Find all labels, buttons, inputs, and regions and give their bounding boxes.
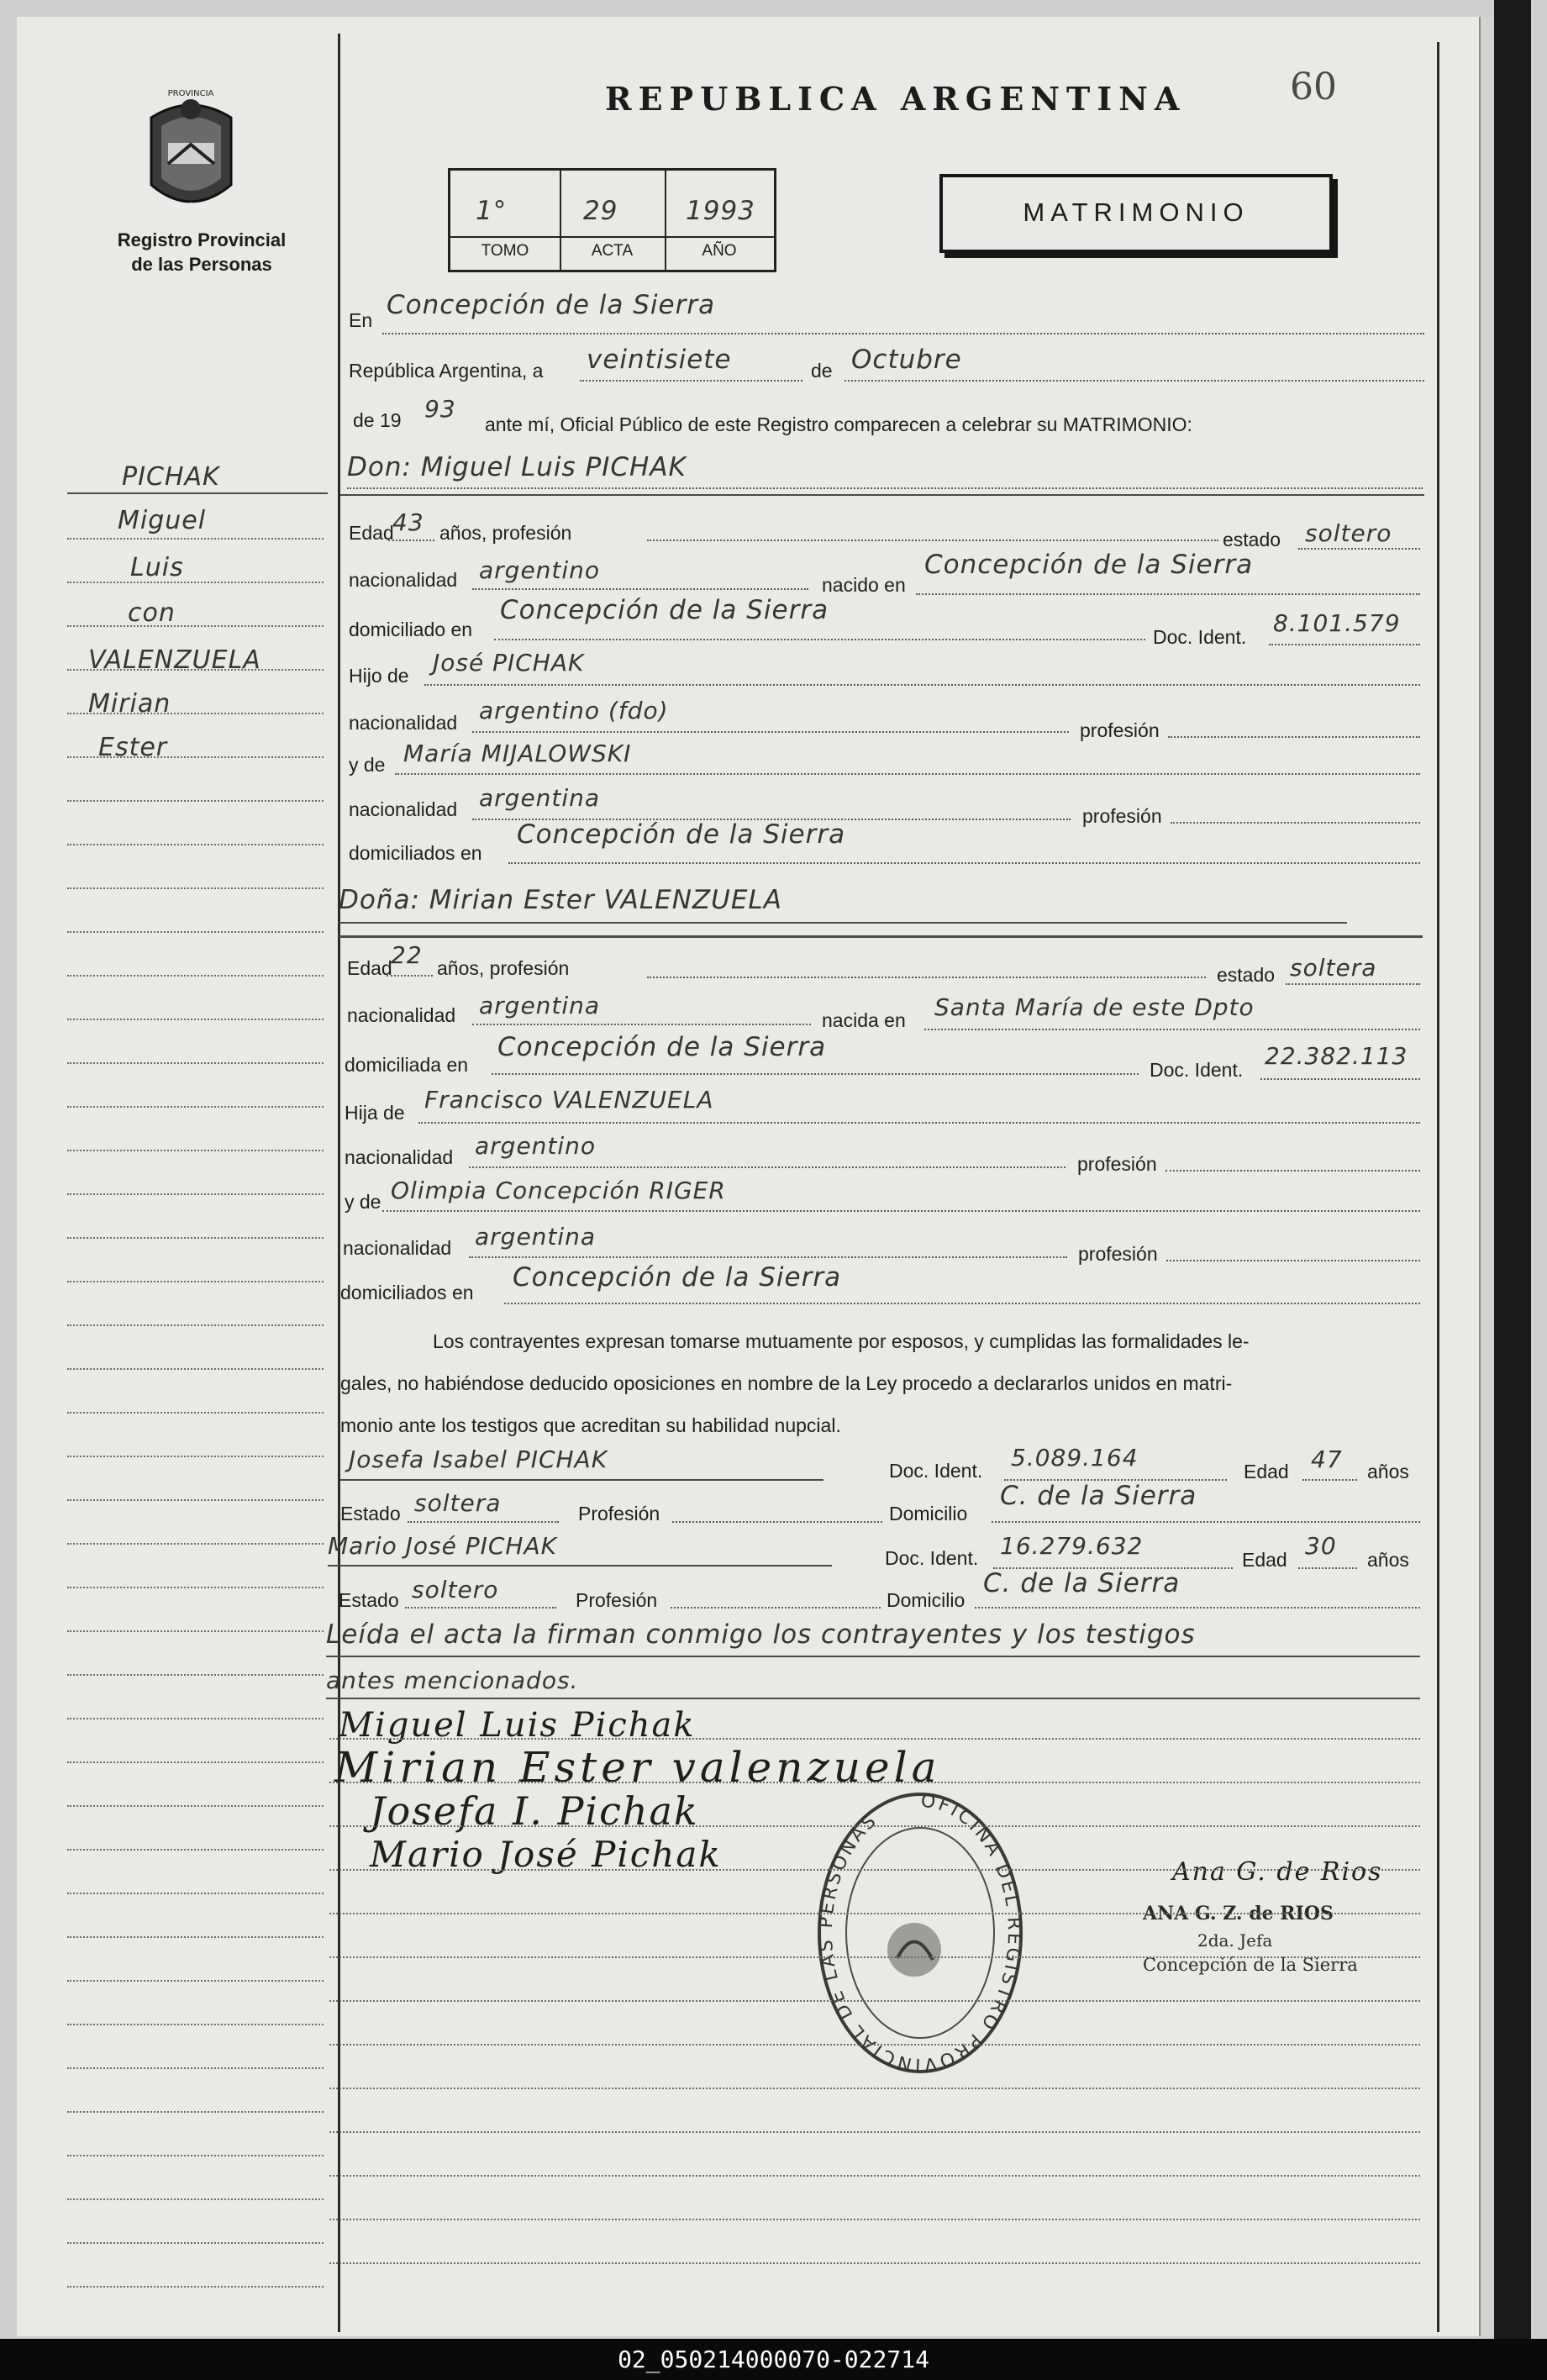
groom-madre-nac-label: nacionalidad <box>349 798 458 820</box>
registry-line1: Registro Provincial <box>117 229 287 250</box>
tomo-value: 1° <box>476 196 508 226</box>
margin-rule-line <box>67 1062 324 1064</box>
bride-padre-nac: argentino <box>475 1132 597 1160</box>
margin-rule-line <box>67 1412 324 1414</box>
bride-edad-label: Edad <box>347 957 392 979</box>
margin-rule-line <box>67 1019 324 1020</box>
official-stamp <box>807 1782 1034 2084</box>
margin-rule-line <box>67 1893 324 1894</box>
margin-rule-line <box>67 1456 324 1457</box>
body-rule-line <box>329 2088 1420 2089</box>
groom-doc: 8.101.579 <box>1273 609 1401 637</box>
body-rule-line <box>329 1738 1420 1740</box>
margin-rule-right <box>1437 42 1439 2332</box>
groom-padre: José PICHAK <box>433 649 585 677</box>
margin-rule-line <box>67 1718 324 1719</box>
bride-madre: Olimpia Concepción RIGER <box>391 1177 726 1204</box>
official-name: ANA G. Z. de RIOS <box>1143 1903 1334 1925</box>
groom-domicilio: Concepción de la Sierra <box>500 595 829 625</box>
witness1-estado-label: Estado <box>340 1503 401 1524</box>
groom-madre-nac: argentina <box>479 784 601 812</box>
margin-rule-line <box>67 931 324 933</box>
official-role: 2da. Jefa <box>1197 1930 1273 1951</box>
margin-name: VALENZUELA <box>88 645 261 675</box>
margin-rule-line <box>67 1368 324 1370</box>
witness2-doc-label: Doc. Ident. <box>885 1547 979 1569</box>
margin-name: con <box>128 598 176 628</box>
body-rule-line <box>329 1869 1420 1871</box>
margin-rule-line <box>67 582 324 583</box>
margin-rule-line <box>67 800 324 802</box>
margin-rule-line <box>67 1630 324 1632</box>
official-office: Concepción de la Sierra <box>1143 1955 1358 1975</box>
groom-estado-label: estado <box>1223 529 1281 550</box>
bride-doc-label: Doc. Ident. <box>1150 1059 1244 1081</box>
body-rule-line <box>329 1782 1420 1783</box>
witness1-doc: 5.089.164 <box>1011 1444 1139 1472</box>
groom-hijo-label: Hijo de <box>349 665 409 687</box>
margin-rule-line <box>67 1936 324 1938</box>
year-suffix: 93 <box>424 395 456 423</box>
witness2-name: Mario José PICHAK <box>328 1532 558 1560</box>
bride-estado: soltera <box>1290 954 1377 982</box>
bride-madre-nac-label: nacionalidad <box>343 1237 452 1259</box>
republica-label: República Argentina, a <box>349 360 544 382</box>
bride-padres-dom-label: domiciliados en <box>340 1282 474 1303</box>
groom-madre-prof-label: profesión <box>1082 805 1162 827</box>
signature-bride: Mirian Ester valenzuela <box>334 1743 941 1792</box>
bride-madre-prof-label: profesión <box>1078 1243 1158 1265</box>
margin-rule-line <box>67 2198 324 2200</box>
groom-padre-nac-label: nacionalidad <box>349 712 458 734</box>
groom-estado: soltero <box>1305 519 1392 547</box>
margin-rule-line <box>67 2286 324 2288</box>
bride-yde-label: y de <box>345 1191 381 1213</box>
margin-rule-line <box>67 1761 324 1763</box>
groom-nacido: Concepción de la Sierra <box>924 550 1254 580</box>
margin-rule-left <box>338 34 340 2332</box>
witness1-edad: 47 <box>1311 1445 1343 1473</box>
witness2-doc: 16.279.632 <box>1000 1532 1144 1560</box>
bride-padre-prof-label: profesión <box>1077 1153 1157 1175</box>
bride-domicilio: Concepción de la Sierra <box>497 1032 827 1062</box>
record-box <box>448 168 776 272</box>
body-rule-line <box>329 1956 1420 1958</box>
body-rule-line <box>329 2262 1420 2264</box>
margin-name: Ester <box>98 733 168 762</box>
margin-rule-line <box>67 1324 324 1326</box>
groom-nacido-label: nacido en <box>822 574 906 596</box>
body-rule-line <box>329 2175 1420 2177</box>
margin-rule-line <box>67 756 324 758</box>
bride-nacionalidad: argentina <box>479 992 601 1019</box>
margin-rule-line <box>67 1281 324 1282</box>
bride-profesion-label: años, profesión <box>437 957 570 979</box>
year-prefix: de 19 <box>353 409 402 431</box>
witness1-estado: soltera <box>414 1489 502 1517</box>
registry-line2: de las Personas <box>131 254 272 275</box>
groom-padres-dom-label: domiciliados en <box>349 842 482 864</box>
margin-rule-line <box>67 1543 324 1545</box>
margin-rule-line <box>67 1106 324 1108</box>
acta-value: 29 <box>583 196 618 226</box>
witness1-edad-label: Edad <box>1244 1461 1289 1482</box>
witness2-domicilio: C. de la Sierra <box>983 1568 1181 1598</box>
margin-rule-line <box>67 844 324 845</box>
groom-nacionalidad-label: nacionalidad <box>349 569 458 591</box>
groom-madre: María MIJALOWSKI <box>403 740 632 767</box>
groom-title-line: Don: Miguel Luis PICHAK <box>347 452 687 482</box>
declaration-line2: gales, no habiéndose deducido oposiciones en nombre de la Ley procedo a declararlos unidos en matri- <box>340 1372 1233 1394</box>
closing-line1: Leída el acta la firman conmigo los contrayentes y los testigos <box>326 1619 1196 1650</box>
body-rule-line <box>329 2131 1420 2133</box>
margin-rule-line <box>67 2067 324 2069</box>
witness2-estado: soltero <box>412 1576 499 1603</box>
bride-padre: Francisco VALENZUELA <box>424 1086 714 1114</box>
page-title: REPUBLICA ARGENTINA <box>605 80 1187 118</box>
groom-yde-label: y de <box>349 754 386 776</box>
margin-rule-line <box>67 713 324 714</box>
margin-rule-line <box>67 2024 324 2025</box>
bride-madre-nac: argentina <box>475 1223 597 1251</box>
witness1-domicilio-label: Domicilio <box>889 1503 968 1524</box>
intro-month: Octubre <box>851 345 962 375</box>
bride-nacionalidad-label: nacionalidad <box>347 1004 456 1026</box>
margin-rule-line <box>67 538 324 540</box>
margin-rule-line <box>67 2155 324 2156</box>
body-rule-line <box>329 2000 1420 2002</box>
margin-name: Mirian <box>88 689 171 719</box>
margin-rule-line <box>67 625 324 627</box>
seal-text-bottom: MISIONES <box>170 202 212 211</box>
margin-rule-line <box>67 1587 324 1588</box>
closing-line2: antes mencionados. <box>326 1667 579 1694</box>
witness2-profesion-label: Profesión <box>576 1589 658 1611</box>
acta-label: ACTA <box>591 242 634 260</box>
intro-place: Concepción de la Sierra <box>387 290 716 320</box>
witness1-anos-label: años <box>1367 1461 1409 1482</box>
bride-edad: 22 <box>391 941 423 969</box>
groom-doc-label: Doc. Ident. <box>1153 626 1247 648</box>
witness1-name: Josefa Isabel PICHAK <box>349 1445 608 1473</box>
bride-doc: 22.382.113 <box>1265 1042 1408 1070</box>
margin-name: Luis <box>130 553 184 582</box>
page-number: 60 <box>1290 66 1337 108</box>
margin-names <box>67 454 328 2303</box>
body-rule-line <box>329 2219 1420 2220</box>
provincial-seal-logo <box>143 84 239 219</box>
groom-padre-nac: argentino (fdo) <box>479 697 669 724</box>
witness2-anos-label: años <box>1367 1549 1409 1571</box>
body-rule-line <box>329 1825 1420 1827</box>
bride-padres-dom: Concepción de la Sierra <box>513 1262 842 1293</box>
witness2-domicilio-label: Domicilio <box>887 1589 966 1611</box>
official-signature: Ana G. de Rios <box>1172 1857 1383 1887</box>
witness2-edad: 30 <box>1305 1532 1337 1560</box>
tomo-label: TOMO <box>481 242 529 260</box>
groom-padres-dom: Concepción de la Sierra <box>517 819 846 850</box>
signature-witness2: Mario José Pichak <box>370 1834 722 1875</box>
margin-rule-line <box>67 1499 324 1501</box>
body-rule-line <box>329 2044 1420 2046</box>
groom-nacionalidad: argentino <box>479 556 601 584</box>
en-label: En <box>349 309 373 331</box>
margin-rule-line <box>67 2242 324 2244</box>
groom-edad-label: Edad <box>349 522 394 544</box>
bride-hija-label: Hija de <box>345 1102 405 1124</box>
margin-rule-line <box>67 1150 324 1151</box>
groom-padre-prof-label: profesión <box>1080 719 1160 741</box>
margin-rule-line <box>67 1980 324 1982</box>
margin-rule-line <box>67 2111 324 2113</box>
intro-statement: ante mí, Oficial Público de este Registro comparecen a celebrar su MATRIMONIO: <box>485 413 1192 435</box>
groom-profesion-label: años, profesión <box>439 522 572 544</box>
signature-witness1: Josefa I. Pichak <box>370 1788 699 1834</box>
bride-estado-label: estado <box>1217 964 1276 986</box>
book-spine <box>1494 0 1531 2345</box>
bride-title-line: Doña: Mirian Ester VALENZUELA <box>339 885 782 915</box>
margin-name: Miguel <box>118 506 207 535</box>
stamp-ring-textpath: OFICINA DEL REGISTRO PROVINCIAL DE LAS PERSONAS <box>815 1790 1025 2076</box>
groom-edad: 43 <box>392 508 424 536</box>
bride-nacida-label: nacida en <box>822 1009 906 1031</box>
witness1-doc-label: Doc. Ident. <box>889 1460 983 1482</box>
matrimonio-label: MATRIMONIO <box>1023 197 1250 227</box>
seal-text-top: PROVINCIA <box>167 89 214 98</box>
margin-rule-line <box>67 1849 324 1851</box>
margin-rule-line <box>67 1193 324 1195</box>
witness1-profesion-label: Profesión <box>578 1503 660 1524</box>
margin-rule-line <box>67 1237 324 1239</box>
declaration-line3: monio ante los testigos que acreditan su habilidad nupcial. <box>340 1414 841 1436</box>
margin-name: PICHAK <box>122 462 220 492</box>
margin-rule-line <box>67 669 324 671</box>
anio-value: 1993 <box>686 196 755 226</box>
matrimonio-box <box>939 174 1333 253</box>
margin-rule-line <box>67 975 324 977</box>
signature-groom: Miguel Luis Pichak <box>339 1706 696 1745</box>
witness1-domicilio: C. de la Sierra <box>1000 1481 1197 1511</box>
body-rule-line <box>329 1913 1420 1914</box>
margin-rule-line <box>67 1805 324 1807</box>
margin-rule-line <box>67 887 324 889</box>
intro-day: veintisiete <box>587 345 732 375</box>
bride-domiciliada-label: domiciliada en <box>345 1054 469 1076</box>
anio-label: AÑO <box>702 242 737 260</box>
de-label: de <box>811 360 833 382</box>
groom-domiciliado-label: domiciliado en <box>349 619 473 640</box>
binding-stripe <box>1479 17 1496 2336</box>
footer-code: 02_050214000070-022714 <box>0 2339 1547 2380</box>
bride-padre-nac-label: nacionalidad <box>345 1146 454 1168</box>
witness2-edad-label: Edad <box>1242 1549 1287 1571</box>
margin-rule-line <box>67 1674 324 1676</box>
bride-nacida: Santa María de este Dpto <box>934 993 1255 1021</box>
witness2-estado-label: Estado <box>339 1589 399 1611</box>
declaration-line1: Los contrayentes expresan tomarse mutuamente por esposos, y cumplidas las formalidades le- <box>433 1330 1250 1352</box>
